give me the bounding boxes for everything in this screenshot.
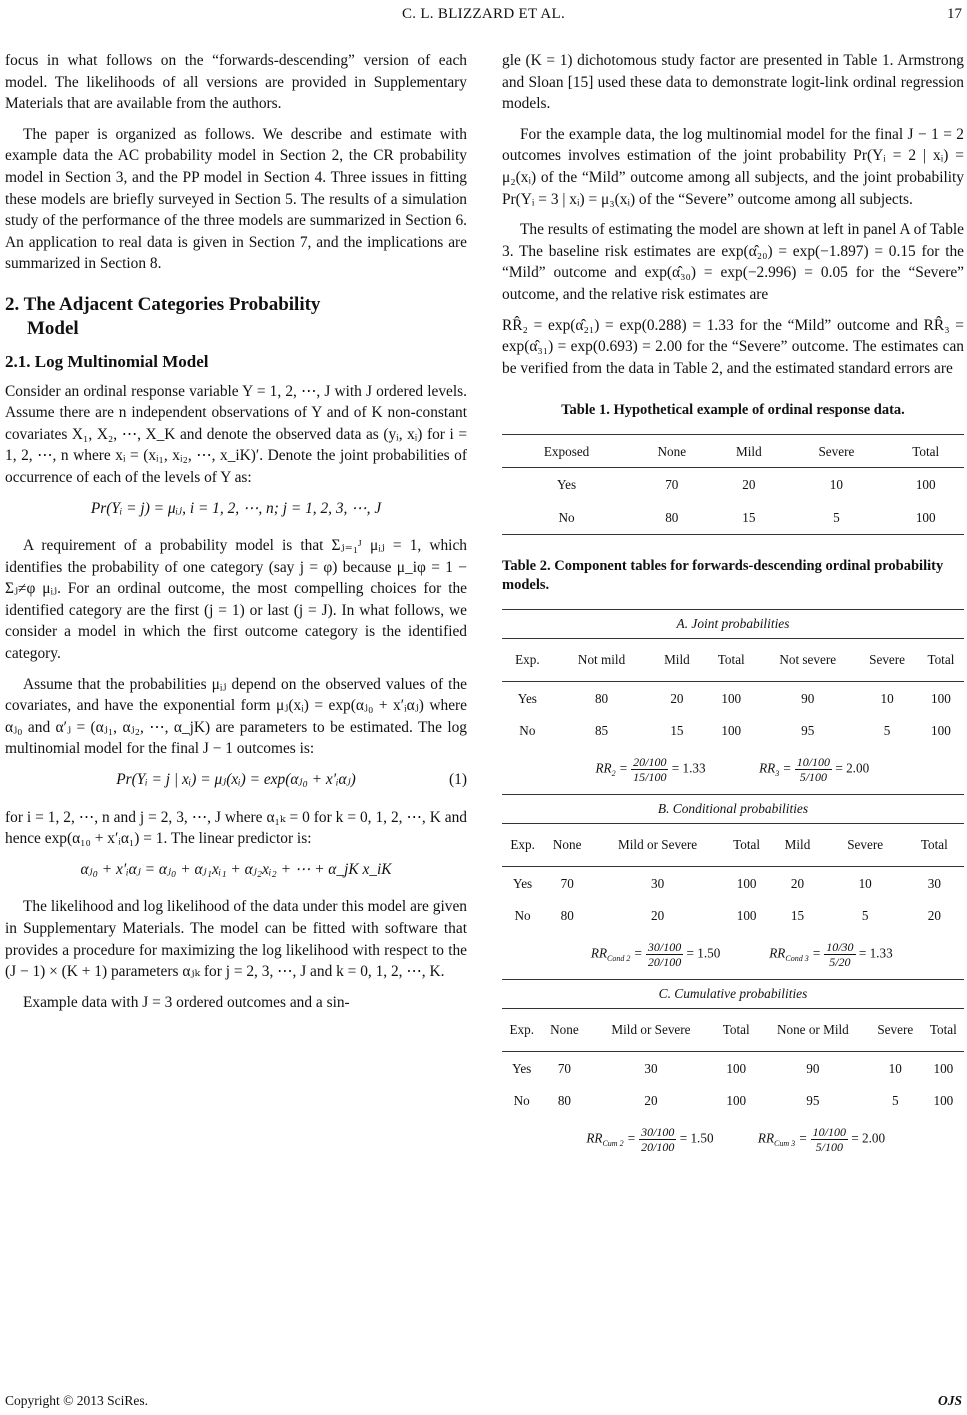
table-cell: 20 [650, 907, 665, 923]
table-header-cell: Severe [856, 639, 917, 682]
rr-value: = 1.33 [858, 945, 893, 961]
table-header-cell: Total [703, 639, 759, 682]
table-cell: 5 [883, 722, 891, 738]
fraction-denominator: 5/20 [829, 955, 851, 970]
table-header-cell: Total [724, 824, 769, 867]
table-cell: No [513, 1092, 530, 1108]
paragraph: The results of estimating the model are shown at left in panel A of Table 3. The baseline risk estimates are exp(α̂₂₀) = exp(−1.897) = 0.15 for the “Mild” outcome and exp(α̂₃₀) = exp(−2.996) = 0.05 for the “Severe” outcome, and the relative risk estimates are [502, 221, 964, 303]
table-row [502, 714, 964, 746]
page-number: 17 [947, 6, 962, 22]
rr-label: RR [757, 1130, 775, 1146]
fraction-numerator: 20/100 [633, 755, 667, 770]
table-cell: 100 [915, 477, 936, 493]
table-cell: No [519, 722, 536, 738]
table-header-cell: Total [715, 1009, 758, 1052]
table-header-cell: Mild or Severe [587, 1009, 714, 1052]
panel-title: A. Joint probabilities [502, 609, 964, 639]
fraction-denominator: 15/100 [633, 770, 667, 785]
section-heading [5, 293, 467, 341]
table-cell: 30 [644, 1060, 658, 1076]
table-header-cell: Exp. [502, 639, 553, 682]
table-header-cell: Total [923, 1009, 964, 1052]
rr-cell: $RR_{Cond 3}$ = $\frac{10/30}{5/20}$ = 1.33 [769, 940, 893, 970]
table-cell: 100 [721, 722, 742, 738]
table-cell: 30 [927, 875, 941, 891]
table-2-caption: Table 2. Component tables for forwards-descending ordinal probability models. [502, 558, 944, 594]
fraction-numerator: 10/100 [812, 1125, 846, 1140]
table-cell: 85 [594, 722, 609, 738]
section-heading-line: 2. The Adjacent Categories Probability [5, 293, 321, 315]
rr-cell: $RR_{Cum 3}$ = $\frac{10/100}{5/100}$ = 2.00 [757, 1125, 886, 1155]
rr-fraction [639, 1125, 676, 1154]
table-header-cell: Severe [826, 824, 905, 867]
rr-label: RR [769, 945, 786, 961]
table-cell: Yes [556, 477, 577, 493]
rr-subscript: Cond 2 [607, 954, 631, 964]
section-heading-line: Model [27, 317, 79, 339]
table-header-cell: None [541, 1009, 587, 1052]
rr-label: RR [586, 1130, 603, 1146]
table-header-cell: None [631, 435, 712, 468]
paragraph: for i = 1, 2, ⋯, n and j = 2, 3, ⋯, J where α₁ₖ = 0 for k = 0, 1, 2, ⋯, K and hence exp(α₁₀ + x′ᵢα₁) = 1. The linear predictor is: [5, 808, 467, 848]
table-header-cell: Not mild [553, 639, 651, 682]
rr-fraction [811, 1125, 848, 1154]
table-header-cell: Mild [650, 639, 703, 682]
panel-table [502, 824, 964, 979]
fraction-numerator: 30/100 [641, 1125, 675, 1140]
table-cell: 5 [891, 1092, 899, 1108]
table-cell: 100 [736, 907, 757, 923]
table-cell: 10 [880, 690, 894, 706]
table-header-cell: Not severe [759, 639, 856, 682]
table-header-cell: None [543, 824, 591, 867]
table-1 [502, 434, 964, 535]
table-cell: 100 [721, 690, 742, 706]
paragraph: focus in what follows on the “forwards-descending” version of each model. The likelihoods of all versions are provided in Supplementary Materials that are available from the authors. [5, 52, 467, 113]
table-header-cell: Exposed [502, 435, 631, 468]
table-cell: 100 [726, 1092, 747, 1108]
table-cell: 80 [560, 907, 574, 923]
table-2-panel-a [502, 609, 964, 794]
paragraph: gle (K = 1) dichotomous study factor are presented in Table 1. Armstrong and Sloan [15] used these data to demonstrate logit-link ordinal regression models. [502, 52, 964, 113]
rr-cell: $RR_{Cond 2}$ = $\frac{30/100}{20/100}$ = 1.50 [590, 940, 721, 970]
panel-title: C. Cumulative probabilities [502, 979, 964, 1009]
rr-value: = 2.00 [835, 760, 870, 776]
table-row [502, 899, 964, 931]
table-header-cell: Mild or Severe [591, 824, 724, 867]
paragraph: Assume that the probabilities μᵢⱼ depend on the observed values of the covariates, and have the exponential form μⱼ(xᵢ) = exp(αⱼ₀ + x′ᵢαⱼ) where αⱼ₀ and α′ⱼ = (αⱼ₁, αⱼ₂, ⋯, α_jK) are parameters to be estimated. The log multinomial model for the final J − 1 outcomes is: [5, 675, 467, 758]
equation: αⱼ₀ + x′ᵢαⱼ = αⱼ₀ + αⱼ₁xᵢ₁ + αⱼ₂xᵢ₂ + ⋯ + α_jK x_iK [80, 860, 392, 878]
table-2-panel-c [502, 979, 964, 1164]
rr-label: RR [590, 945, 608, 961]
rr-subscript: 3 [775, 769, 780, 779]
table-cell: 15 [790, 907, 805, 923]
table-cell: 70 [557, 1060, 572, 1076]
rr-subscript: 2 [611, 769, 616, 779]
table-cell: 90 [806, 1060, 820, 1076]
page-header [0, 6, 967, 26]
table-header-row [502, 435, 964, 468]
table-cell: 100 [736, 875, 757, 891]
rr-subscript: Cum 3 [774, 1139, 796, 1149]
table-cell: 90 [801, 690, 815, 706]
fraction-denominator: 5/100 [815, 1140, 843, 1155]
left-column [5, 50, 467, 1022]
table-cell: 15 [712, 501, 785, 535]
fraction-denominator: 20/100 [641, 1140, 675, 1155]
table-cell: 95 [801, 722, 815, 738]
table-cell: 100 [931, 690, 951, 706]
table-cell: Yes [512, 1060, 532, 1076]
table-header-cell: Mild [712, 435, 785, 468]
table-cell: 10 [888, 1060, 902, 1076]
fraction-numerator: 10/100 [796, 755, 831, 770]
table-cell: 100 [887, 501, 964, 535]
rr-value: = 1.50 [679, 1130, 714, 1146]
rr-value: = 2.00 [851, 1130, 886, 1146]
rr-subscript: Cond 3 [785, 954, 809, 964]
rr-value: = 1.50 [686, 945, 721, 961]
table-cell: 70 [665, 477, 679, 493]
rr-row [502, 1116, 964, 1164]
table-cell: 15 [670, 722, 684, 738]
table-cell: 20 [742, 477, 756, 493]
table-cell: Yes [517, 690, 537, 706]
fraction-numerator: 10/30 [826, 940, 854, 955]
rr-row [502, 931, 964, 979]
table-cell: 20 [670, 690, 684, 706]
equation-body: Pr(Yᵢ = j | xᵢ) = μⱼ(xᵢ) = exp(αⱼ₀ + x′ᵢαⱼ) [116, 771, 356, 789]
equation-number: (1) [449, 771, 467, 789]
fraction-denominator: 5/100 [799, 770, 828, 785]
paragraph: The paper is organized as follows. We describe and estimate with example data the AC probability model in Section 2, the CR probability model in Section 3, and the PP model in Section 4. Three issues in fitting these models are briefly surveyed in Section 5. The results of a simulation study of the performance of the three models are summarized in Section 6. An application to real data is given in Section 7, and the implications are summarized in Section 8. [5, 125, 467, 273]
paragraph: Example data with J = 3 ordered outcomes and a sin- [23, 993, 350, 1011]
table-cell: No [514, 907, 531, 923]
table-header-cell: Total [918, 639, 964, 682]
table-cell: 5 [861, 907, 869, 923]
running-head: C. L. BLIZZARD ET AL. [401, 6, 566, 22]
rr-value: = 1.33 [671, 760, 706, 776]
table-cell: 80 [594, 690, 609, 706]
table-2 [502, 609, 964, 1164]
table-header-cell: Severe [785, 435, 887, 468]
table-row [502, 468, 964, 502]
fraction-denominator: 20/100 [647, 955, 682, 970]
table-row [502, 1052, 964, 1085]
table-header-row [502, 1009, 964, 1052]
table-cell: 70 [560, 875, 574, 891]
rr-cell: $RR_2$ = $\frac{20/100}{15/100}$ = 1.33 [595, 755, 706, 785]
table-row [502, 501, 964, 535]
table-row [502, 682, 964, 715]
subsection-heading: 2.1. Log Multinomial Model [5, 351, 209, 371]
table-cell: 95 [806, 1092, 820, 1108]
table-header-row [502, 639, 964, 682]
rr-fraction [795, 755, 832, 784]
paragraph: The likelihood and log likelihood of the data under this model are given in Supplementary Materials. The model can be fitted with software that provides a procedure for maximizing the log likelihood with respect to the (J − 1) × (K + 1) parameters αⱼₖ for j = 2, 3, ⋯, J and k = 0, 1, 2, ⋯, K. [5, 898, 467, 981]
rr-subscript: Cum 2 [602, 1139, 624, 1149]
page-footer [5, 1393, 962, 1409]
paragraph: For the example data, the log multinomial model for the final J − 1 = 2 outcomes involves estimation of the joint probability Pr(Yᵢ = 2 | xᵢ) = μ₂(xᵢ) of the “Mild” outcome among all subjects, and the joint probability Pr(Yᵢ = 3 | xᵢ) = μ₃(xᵢ) of the “Severe” outcome among all subjects. [502, 125, 964, 208]
table-cell: No [502, 501, 631, 535]
table-header-cell: Mild [769, 824, 825, 867]
table-cell: 10 [858, 875, 872, 891]
table-cell: 5 [785, 501, 887, 535]
rr-cell: $RR_3$ = $\frac{10/100}{5/100}$ = 2.00 [759, 755, 870, 785]
table-cell: Yes [513, 875, 533, 891]
paragraph: Consider an ordinal response variable Y = 1, 2, ⋯, J with J ordered levels. Assume there are n independent observations of Y and of K non-constant covariates X₁, X₂, ⋯, X_K and denote the observed data as (yᵢ, xᵢ) for i = 1, 2, ⋯, n where xᵢ = (xᵢ₁, xᵢ₂, ⋯, x_iK)′. Denote the joint probabilities of occurrence of each of the levels of Y as: [5, 382, 467, 486]
table-cell: 10 [829, 477, 843, 493]
table-cell: 20 [790, 875, 805, 891]
table-cell: 80 [631, 501, 712, 535]
table-header-cell: Total [905, 824, 964, 867]
table-row [502, 1084, 964, 1116]
table-cell: 100 [933, 1060, 954, 1076]
table-cell: 100 [726, 1060, 747, 1076]
paragraph: A requirement of a probability model is that Σⱼ₌₁ᴶ μᵢⱼ = 1, which identifies the probability of one category (say j = φ) because μ_iφ = 1 − Σⱼ≠φ μᵢⱼ. For an ordinal outcome, the most compelling choices for the identified category are the first (j = 1) or last (j = J). In what follows, we consider a model in which the first outcome category is the identified category. [5, 537, 467, 663]
table-1-caption: Table 1. Hypothetical example of ordinal response data. [561, 402, 905, 419]
paragraph: RR̂₂ = exp(α̂₂₁) = exp(0.288) = 1.33 for the “Mild” outcome and RR̂₃ = exp(α̂₃₁) = exp(0.693) = 2.00 for the “Severe” outcome. The estimates can be verified from the data in Table 2, and the estimated standard errors are [502, 316, 964, 377]
table-row [502, 867, 964, 900]
table-header-row [502, 824, 964, 867]
rr-fraction [824, 940, 855, 969]
rr-cell: $RR_{Cum 2}$ = $\frac{30/100}{20/100}$ = 1.50 [586, 1125, 714, 1155]
rr-label: RR [759, 760, 776, 776]
table-header-cell: Total [887, 435, 964, 468]
table-cell: 80 [557, 1092, 572, 1108]
table-2-panel-b [502, 794, 964, 979]
panel-table [502, 639, 964, 794]
table-cell: 100 [933, 1092, 954, 1108]
table-cell: 100 [931, 722, 951, 738]
rr-row [502, 746, 964, 794]
rr-fraction [646, 940, 683, 969]
panel-table [502, 1009, 964, 1164]
rr-label: RR [595, 760, 612, 776]
equation-1 [5, 769, 467, 791]
table-header-cell: Severe [868, 1009, 923, 1052]
equation: Pr(Yᵢ = j) = μᵢⱼ, i = 1, 2, ⋯, n; j = 1, 2, 3, ⋯, J [90, 499, 382, 517]
rr-fraction [631, 755, 668, 784]
panel-title: B. Conditional probabilities [502, 794, 964, 824]
table-cell: 20 [927, 907, 941, 923]
copyright: Copyright © 2013 SciRes. [5, 1393, 149, 1408]
table-cell: 20 [644, 1092, 658, 1108]
table-cell: 30 [650, 875, 665, 891]
table-header-cell: Exp. [502, 1009, 541, 1052]
table-header-cell: Exp. [502, 824, 543, 867]
table-header-cell: None or Mild [758, 1009, 868, 1052]
journal-abbrev: OJS [937, 1393, 962, 1408]
fraction-numerator: 30/100 [647, 940, 682, 955]
right-column [502, 50, 964, 1164]
